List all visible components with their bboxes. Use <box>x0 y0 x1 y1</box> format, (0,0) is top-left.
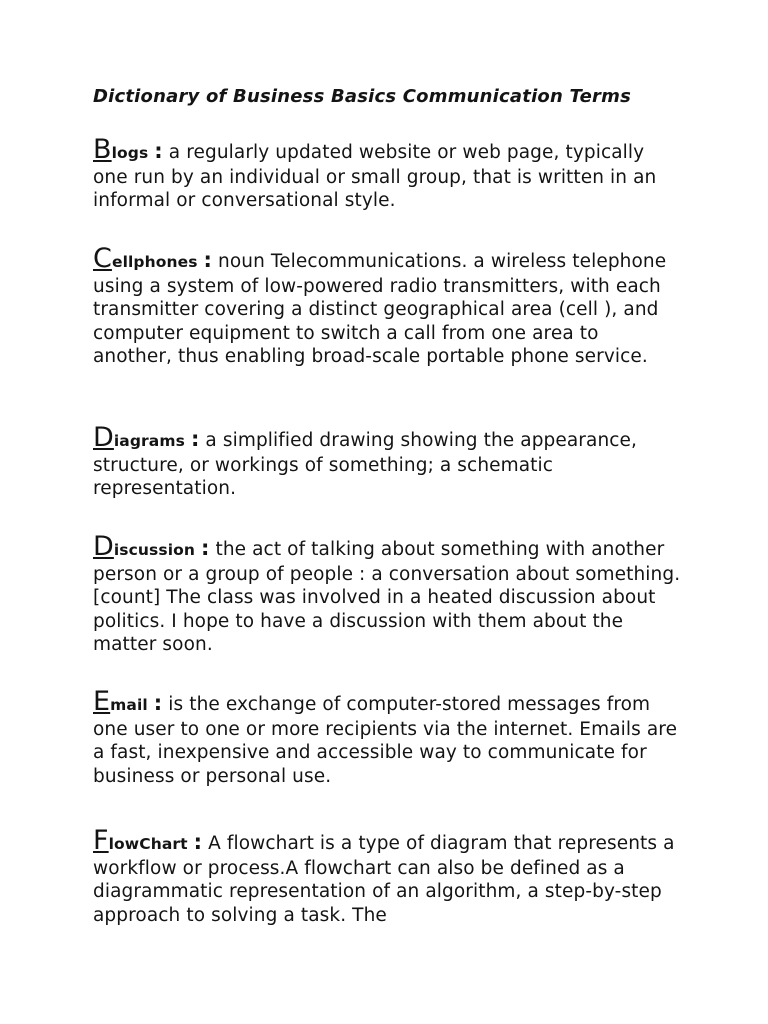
term-rest: mail <box>110 696 148 714</box>
term-cellphones <box>93 243 198 274</box>
entry-email <box>93 686 683 788</box>
term-colon: : <box>153 691 163 715</box>
term-colon: : <box>154 139 163 163</box>
term-initial: D <box>93 531 114 562</box>
definition-flowchart: A flowchart is a type of diagram that represents a workflow or process.A flowchart can also be defined as a diagrammatic representation of an algorithm, a step-by-step approach to solving a task. The <box>93 833 675 926</box>
entry-discussion <box>93 531 683 657</box>
term-rest: iscussion <box>113 541 196 559</box>
document-title: Dictionary of Business Basics Communication Terms <box>93 86 631 107</box>
term-discussion <box>93 531 196 562</box>
term-colon: : <box>203 248 213 272</box>
term-initial: E <box>93 686 111 717</box>
term-colon: : <box>193 830 203 854</box>
term-rest: lowChart <box>108 835 188 853</box>
entry-flowchart <box>93 825 683 927</box>
term-colon: : <box>190 427 200 451</box>
definition-email: is the exchange of computer-stored messages from one user to one or more recipients via the internet. Emails are a fast, inexpensive and accessible way to communicate for business or personal use. <box>93 694 678 787</box>
definition-cellphones: noun Telecommunications. a wireless telephone using a system of low-powered radio transmitters, with each transmitter covering a distinct geographical area (cell ), and computer equipment to switch a call from one area to another, thus enabling broad-scale portable phone service. <box>93 251 667 367</box>
term-email <box>93 686 148 717</box>
definition-blogs: a regularly updated website or web page, typically one run by an individual or small group, that is written in an informal or conversational style. <box>93 142 657 211</box>
term-colon: : <box>201 536 210 560</box>
definition-diagrams: a simplified drawing showing the appearance, structure, or workings of something; a schematic representation. <box>93 430 638 499</box>
definition-discussion: the act of talking about something with another person or a group of people : a conversation about something. [count] The class was involved in a heated discussion about politics. I hope to have a discussion with them about the matter soon. <box>93 539 681 655</box>
entry-diagrams <box>93 422 683 501</box>
term-initial: F <box>93 825 109 856</box>
term-initial: B <box>93 134 112 165</box>
term-initial: C <box>93 243 112 274</box>
term-rest: iagrams <box>113 432 185 450</box>
term-blogs <box>93 134 149 165</box>
term-diagrams <box>93 422 185 453</box>
entry-blogs <box>93 134 683 213</box>
term-initial: D <box>93 422 114 453</box>
term-flowchart <box>93 825 188 856</box>
term-rest: logs <box>111 144 149 162</box>
term-rest: ellphones <box>111 253 198 271</box>
entry-cellphones <box>93 243 683 369</box>
